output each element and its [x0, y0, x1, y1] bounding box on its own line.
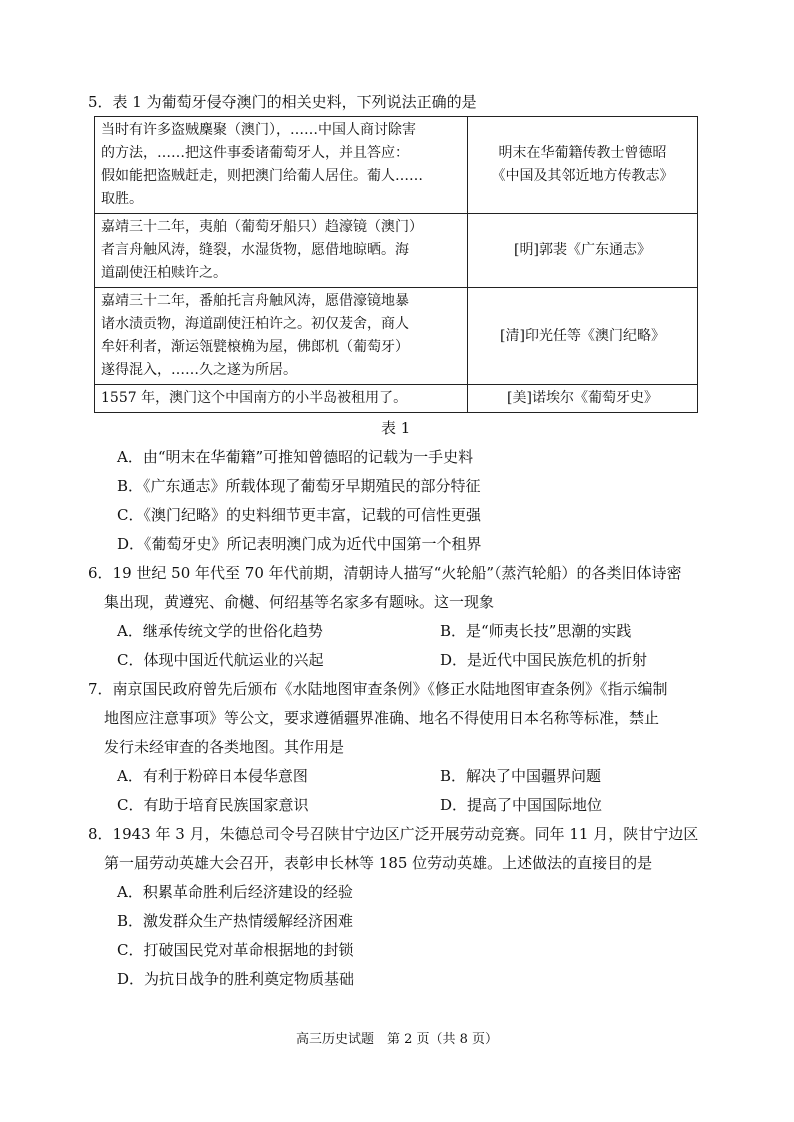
- excerpt-line: 道副使汪柏赎许之。: [101, 265, 227, 281]
- table-row: [95, 288, 698, 385]
- q6-option-d: D．是近代中国民族危机的折射: [440, 651, 648, 669]
- source-line: 明末在华葡籍传教士曾德昭: [498, 145, 667, 161]
- question-7-stem-line1: 7．南京国民政府曾先后颁布《水陆地图审查条例》《修正水陆地图审查条例》《指示编制: [88, 680, 668, 698]
- excerpt-line: 嘉靖三十二年，夷舶（葡萄牙船只）趋濠镜（澳门）: [101, 219, 423, 235]
- q6-option-b: B．是“师夷长技”思潮的实践: [440, 622, 632, 640]
- q7-option-b: B．解决了中国疆界问题: [440, 767, 602, 785]
- q6-option-a: A．继承传统文学的世俗化趋势: [117, 622, 323, 640]
- q5-option-b: B．《广东通志》所载体现了葡萄牙早期殖民的部分特征: [117, 477, 481, 495]
- table-cell-excerpt: [95, 385, 468, 413]
- table-row: [95, 214, 698, 288]
- question-8-stem-line1: 8．1943 年 3 月，朱德总司令号召陕甘宁边区广泛开展劳动竞赛。同年 11 月，陕甘宁边区: [88, 825, 699, 843]
- q5-option-a: A．由“明末在华葡籍”可推知曾德昭的记载为一手史料: [117, 448, 474, 466]
- q8-option-c: C．打破国民党对革命根据地的封锁: [117, 941, 354, 959]
- q5-option-c: C．《澳门纪略》的史料细节更丰富，记载的可信性更强: [117, 506, 481, 524]
- question-5-stem: 5．表 1 为葡萄牙侵夺澳门的相关史料，下列说法正确的是: [88, 93, 477, 111]
- excerpt-line: 牟奸利者，渐运瓴甓榱桷为屋，佛郎机（葡萄牙）: [101, 339, 409, 355]
- table-cell-source: [468, 117, 698, 214]
- q8-option-a: A．积累革命胜利后经济建设的经验: [117, 883, 353, 901]
- source-line: [美]诺埃尔《葡萄牙史》: [507, 390, 658, 406]
- excerpt-line: 当时有许多盗贼麇聚（澳门），……中国人商讨除害: [101, 122, 416, 138]
- q8-option-b: B．激发群众生产热情缓解经济困难: [117, 912, 354, 930]
- table-cell-excerpt: [95, 117, 468, 214]
- question-7-stem-line2: 地图应注意事项》等公文，要求遵循疆界准确、地名不得使用日本名称等标准，禁止: [104, 709, 660, 727]
- table-cell-excerpt: [95, 214, 468, 288]
- excerpt-line: 的方法，……把这件事委诸葡萄牙人，并且答应：: [101, 145, 409, 161]
- excerpt-line: 1557 年，澳门这个中国南方的小半岛被租用了。: [101, 390, 408, 406]
- q5-option-d: D．《葡萄牙史》所记表明澳门成为近代中国第一个租界: [117, 535, 482, 553]
- table-cell-source: [468, 214, 698, 288]
- table-cell-source: [468, 385, 698, 413]
- source-line: [清]印光任等《澳门纪略》: [500, 327, 665, 344]
- q6-option-c: C．体现中国近代航运业的兴起: [117, 651, 324, 669]
- source-line: [明]郭裴《广东通志》: [514, 242, 651, 258]
- q8-option-d: D．为抗日战争的胜利奠定物质基础: [117, 970, 355, 988]
- excerpt-line: 者言舟触风涛，缝裂，水湿货物，愿借地晾晒。海: [101, 242, 409, 258]
- question-6-stem-line1: 6．19 世纪 50 年代至 70 年代前期，清朝诗人描写“火轮船”（蒸汽轮船）的各类旧体诗密: [88, 564, 682, 582]
- page-footer: 高三历史试题 第 2 页（共 8 页）: [295, 1032, 499, 1047]
- q7-option-d: D．提高了中国国际地位: [440, 796, 603, 814]
- table-row: [95, 385, 698, 413]
- table-cell-source: [468, 288, 698, 385]
- question-8-stem-line2: 第一届劳动英雄大会召开，表彰申长林等 185 位劳动英雄。上述做法的直接目的是: [104, 854, 653, 872]
- excerpt-line: 诸水渍贡物，海道副使汪柏许之。初仅茇舍，商人: [101, 316, 409, 332]
- excerpt-line: 假如能把盗贼赶走，则把澳门给葡人居住。葡人……: [101, 168, 423, 184]
- source-line: 《中国及其邻近地方传教志》: [491, 168, 674, 184]
- q7-option-c: C．有助于培育民族国家意识: [117, 796, 309, 814]
- table-row: [95, 117, 698, 214]
- excerpt-line: 取胜。: [101, 191, 143, 207]
- question-7-stem-line3: 发行未经审查的各类地图。其作用是: [104, 738, 345, 756]
- table-cell-excerpt: [95, 288, 468, 385]
- table-caption: 表 1: [381, 419, 411, 437]
- excerpt-line: 遂得混入，……久之遂为所居。: [101, 362, 297, 378]
- q7-option-a: A．有利于粉碎日本侵华意图: [117, 767, 308, 785]
- question-6-stem-line2: 集出现，黄遵宪、俞樾、何绍基等名家多有题咏。这一现象: [104, 593, 495, 611]
- source-table: [94, 116, 698, 413]
- excerpt-line: 嘉靖三十二年，番舶托言舟触风涛，愿借濠镜地暴: [101, 293, 409, 309]
